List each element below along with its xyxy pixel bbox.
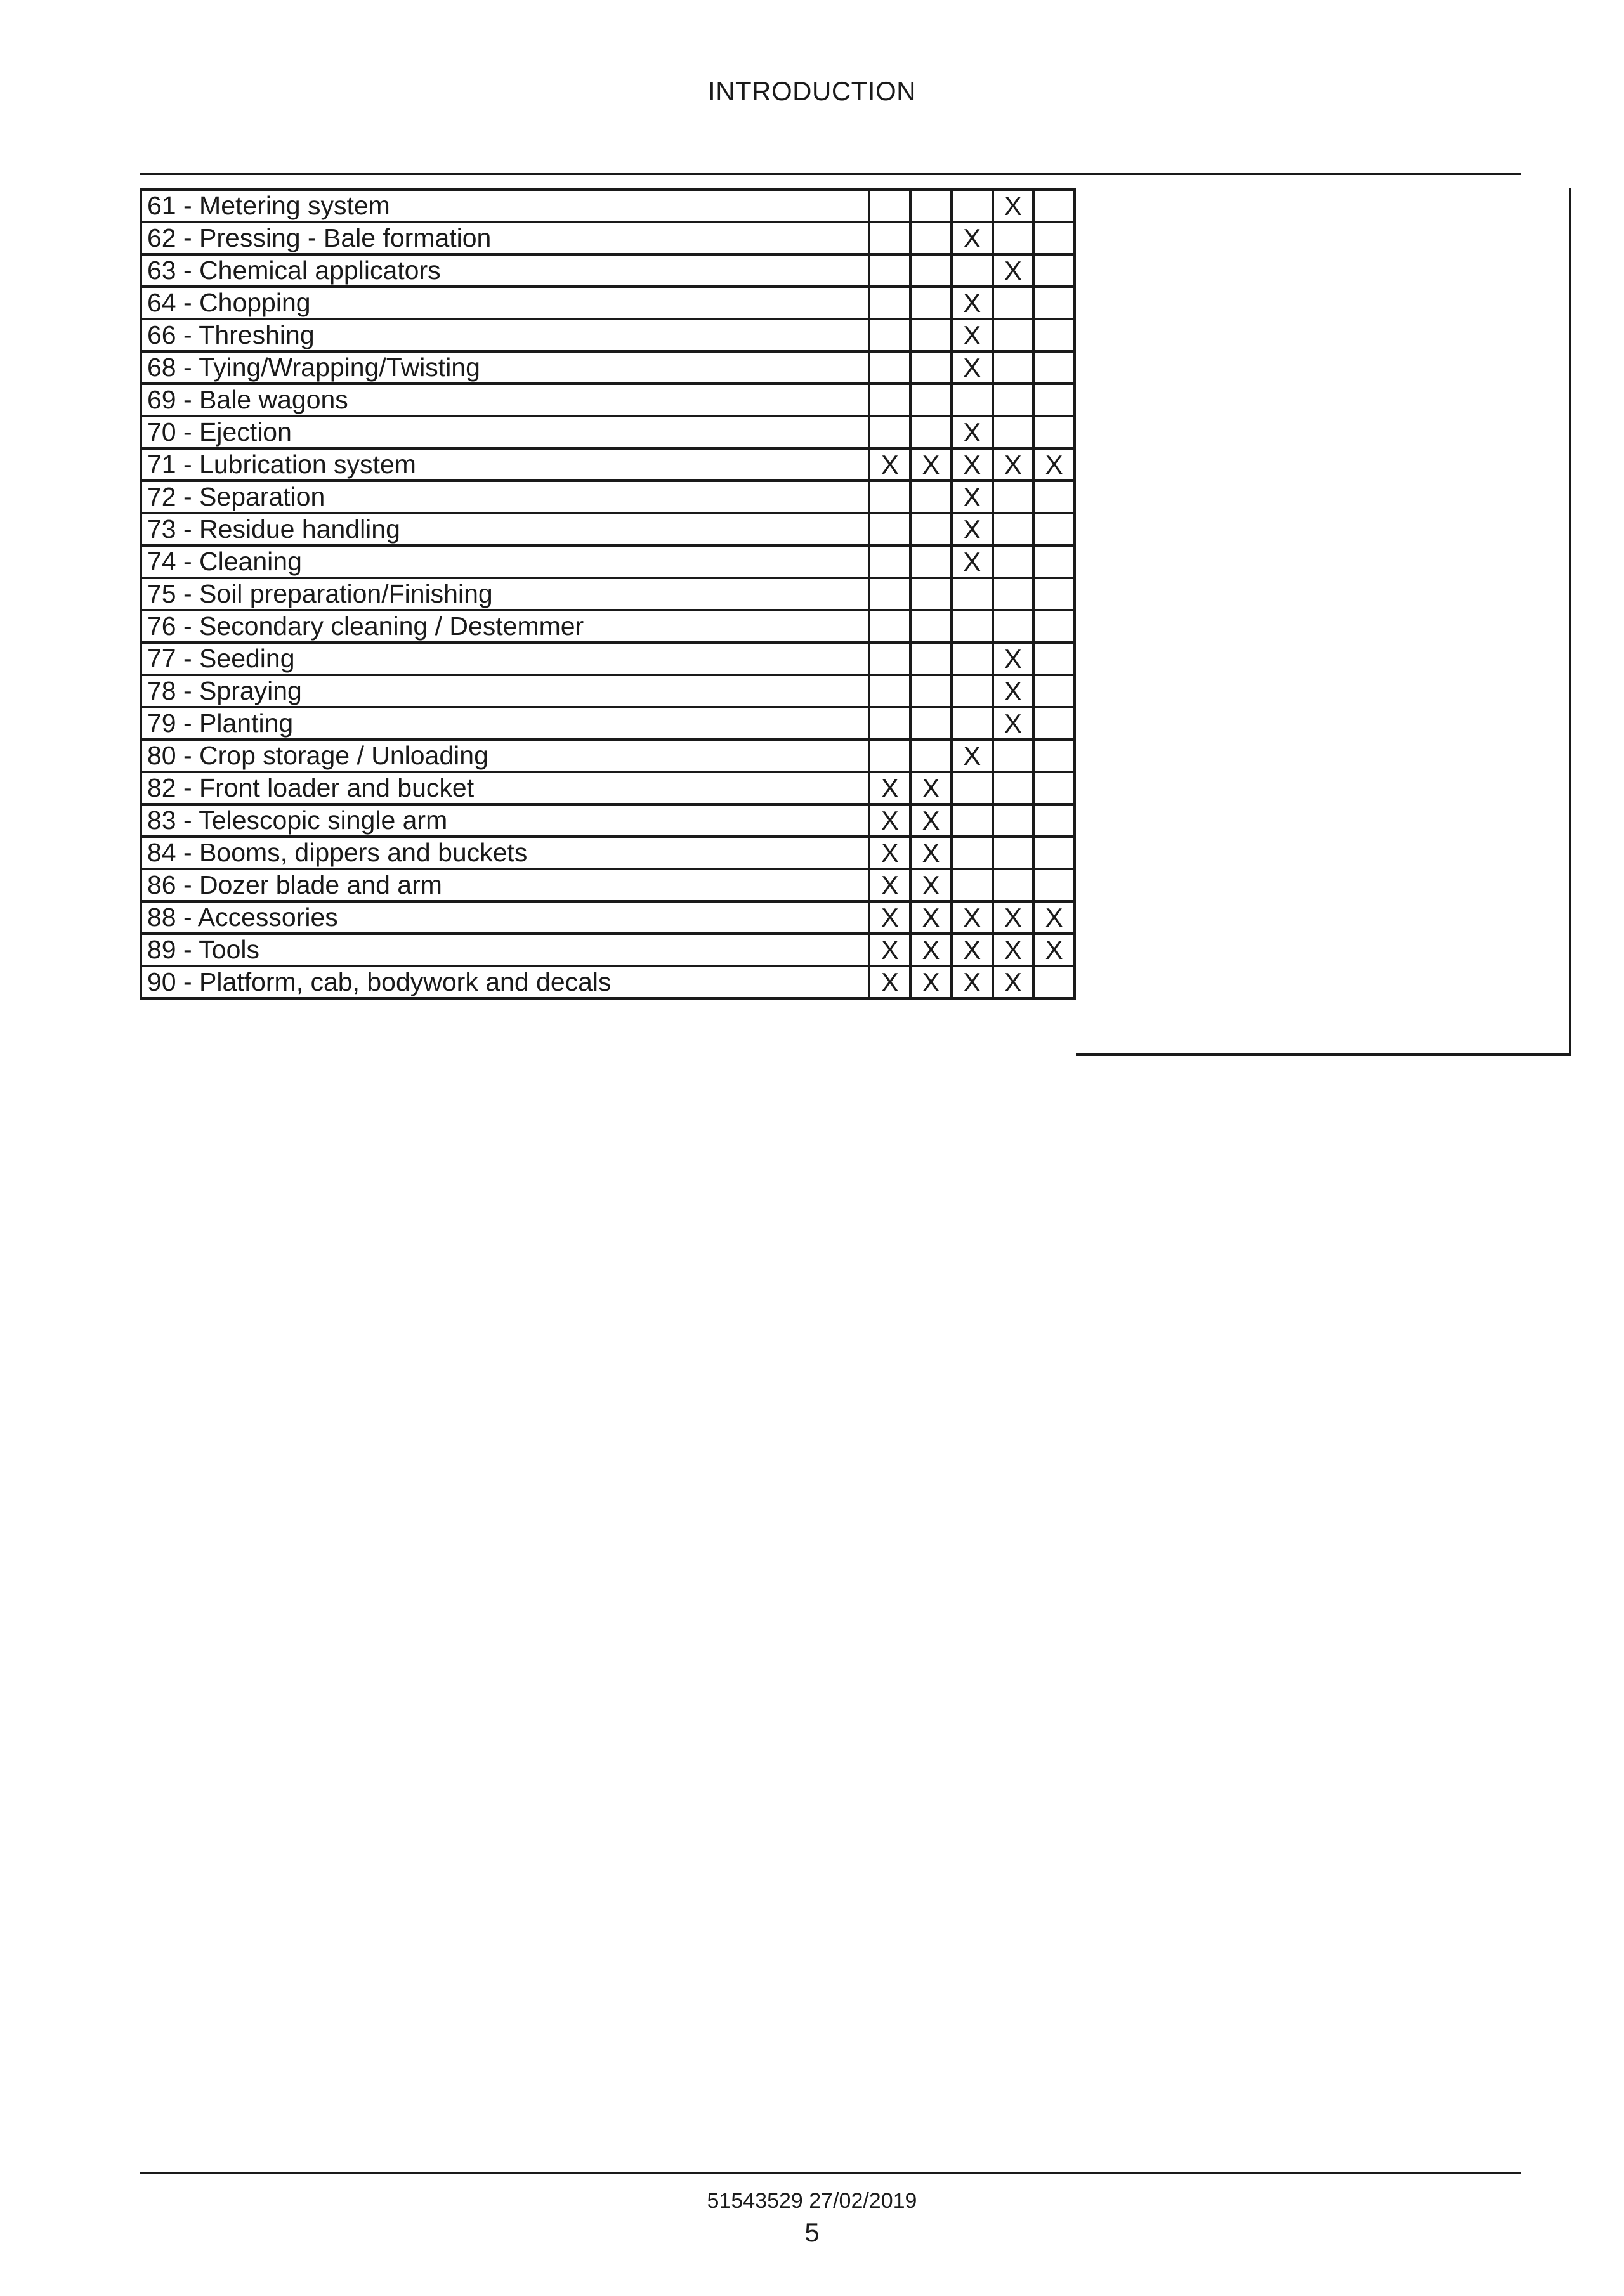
applicability-mark [993, 740, 1034, 772]
applicability-mark [993, 319, 1034, 351]
applicability-mark [869, 675, 910, 707]
applicability-mark [869, 287, 910, 319]
applicability-mark [1033, 837, 1075, 869]
applicability-mark: X [869, 837, 910, 869]
table-row [141, 837, 1075, 869]
system-matrix-table [140, 188, 1076, 1000]
applicability-mark [1033, 351, 1075, 384]
applicability-mark [993, 513, 1034, 545]
applicability-mark [993, 804, 1034, 837]
applicability-mark [952, 384, 993, 416]
applicability-mark [993, 384, 1034, 416]
system-label: 63 - Chemical applicators [141, 254, 869, 287]
applicability-mark [1033, 772, 1075, 804]
applicability-mark: X [952, 934, 993, 966]
system-label: 62 - Pressing - Bale formation [141, 222, 869, 254]
applicability-mark [910, 416, 952, 448]
applicability-mark: X [869, 901, 910, 934]
system-label: 66 - Threshing [141, 319, 869, 351]
applicability-mark [869, 254, 910, 287]
applicability-mark [869, 610, 910, 642]
applicability-mark [869, 190, 910, 222]
applicability-mark [993, 222, 1034, 254]
header-rule [140, 173, 1521, 175]
applicability-mark [1033, 545, 1075, 578]
system-label: 86 - Dozer blade and arm [141, 869, 869, 901]
applicability-mark [952, 190, 993, 222]
applicability-mark: X [952, 545, 993, 578]
applicability-mark [952, 869, 993, 901]
system-label: 79 - Planting [141, 707, 869, 740]
applicability-mark [869, 740, 910, 772]
page-number: 5 [804, 2217, 820, 2247]
applicability-mark [910, 319, 952, 351]
applicability-mark: X [993, 448, 1034, 481]
applicability-mark [1033, 416, 1075, 448]
system-label: 70 - Ejection [141, 416, 869, 448]
system-label: 68 - Tying/Wrapping/Twisting [141, 351, 869, 384]
applicability-mark [1033, 869, 1075, 901]
applicability-mark: X [869, 934, 910, 966]
table-row [141, 869, 1075, 901]
table-row [141, 642, 1075, 675]
applicability-mark: X [952, 351, 993, 384]
table-row [141, 934, 1075, 966]
applicability-mark: X [993, 675, 1034, 707]
applicability-mark: X [952, 901, 993, 934]
applicability-mark: X [1033, 934, 1075, 966]
applicability-mark [1033, 707, 1075, 740]
applicability-mark [1033, 740, 1075, 772]
table-row [141, 966, 1075, 998]
applicability-mark [910, 190, 952, 222]
table-row [141, 578, 1075, 610]
applicability-mark: X [910, 837, 952, 869]
table-row [141, 448, 1075, 481]
applicability-mark [910, 287, 952, 319]
applicability-mark: X [869, 804, 910, 837]
applicability-mark [869, 481, 910, 513]
applicability-mark [869, 384, 910, 416]
system-label: 74 - Cleaning [141, 545, 869, 578]
applicability-mark: X [952, 448, 993, 481]
table-row [141, 384, 1075, 416]
system-label: 77 - Seeding [141, 642, 869, 675]
table-row [141, 545, 1075, 578]
applicability-mark [910, 481, 952, 513]
applicability-mark [993, 837, 1034, 869]
applicability-mark: X [993, 190, 1034, 222]
table-bottom-border [1076, 1053, 1571, 1056]
table-row [141, 804, 1075, 837]
applicability-mark [869, 416, 910, 448]
applicability-mark [993, 287, 1034, 319]
applicability-mark: X [952, 481, 993, 513]
table-row [141, 740, 1075, 772]
table-row [141, 901, 1075, 934]
applicability-mark [869, 513, 910, 545]
table-right-border [1569, 188, 1571, 1056]
applicability-mark [993, 545, 1034, 578]
applicability-mark [869, 642, 910, 675]
applicability-mark [1033, 319, 1075, 351]
applicability-mark [993, 869, 1034, 901]
system-matrix-body [141, 190, 1075, 998]
system-label: 89 - Tools [141, 934, 869, 966]
table-row [141, 707, 1075, 740]
applicability-mark: X [910, 804, 952, 837]
system-label: 80 - Crop storage / Unloading [141, 740, 869, 772]
applicability-mark [1033, 384, 1075, 416]
table-row [141, 610, 1075, 642]
system-label: 64 - Chopping [141, 287, 869, 319]
applicability-mark: X [952, 513, 993, 545]
system-label: 75 - Soil preparation/Finishing [141, 578, 869, 610]
applicability-mark: X [993, 642, 1034, 675]
applicability-mark [993, 772, 1034, 804]
applicability-mark [1033, 642, 1075, 675]
applicability-mark [869, 578, 910, 610]
applicability-mark [869, 319, 910, 351]
applicability-mark [869, 707, 910, 740]
applicability-mark [1033, 610, 1075, 642]
system-matrix-container [140, 188, 1571, 1056]
applicability-mark [910, 675, 952, 707]
applicability-mark [910, 513, 952, 545]
applicability-mark [910, 610, 952, 642]
applicability-mark [952, 772, 993, 804]
applicability-mark [952, 254, 993, 287]
system-label: 72 - Separation [141, 481, 869, 513]
applicability-mark: X [869, 966, 910, 998]
system-label: 71 - Lubrication system [141, 448, 869, 481]
table-row [141, 222, 1075, 254]
applicability-mark [993, 610, 1034, 642]
applicability-mark [952, 804, 993, 837]
applicability-mark [952, 675, 993, 707]
applicability-mark [1033, 222, 1075, 254]
system-label: 69 - Bale wagons [141, 384, 869, 416]
applicability-mark: X [869, 869, 910, 901]
applicability-mark [1033, 578, 1075, 610]
table-row [141, 190, 1075, 222]
applicability-mark: X [910, 448, 952, 481]
applicability-mark: X [993, 254, 1034, 287]
system-label: 76 - Secondary cleaning / Destemmer [141, 610, 869, 642]
applicability-mark [869, 351, 910, 384]
applicability-mark [952, 837, 993, 869]
applicability-mark [1033, 966, 1075, 998]
applicability-mark: X [869, 448, 910, 481]
applicability-mark [910, 254, 952, 287]
applicability-mark: X [993, 707, 1034, 740]
table-row [141, 513, 1075, 545]
applicability-mark: X [952, 740, 993, 772]
page-header-title: INTRODUCTION [708, 76, 916, 106]
footer-rule [140, 2172, 1521, 2174]
applicability-mark: X [1033, 901, 1075, 934]
applicability-mark [993, 578, 1034, 610]
applicability-mark: X [952, 222, 993, 254]
system-label: 78 - Spraying [141, 675, 869, 707]
applicability-mark: X [910, 934, 952, 966]
table-row [141, 481, 1075, 513]
applicability-mark [993, 481, 1034, 513]
applicability-mark: X [1033, 448, 1075, 481]
applicability-mark [952, 610, 993, 642]
system-label: 90 - Platform, cab, bodywork and decals [141, 966, 869, 998]
applicability-mark [869, 222, 910, 254]
system-label: 88 - Accessories [141, 901, 869, 934]
system-label: 61 - Metering system [141, 190, 869, 222]
applicability-mark [869, 545, 910, 578]
applicability-mark [1033, 190, 1075, 222]
applicability-mark: X [952, 966, 993, 998]
applicability-mark: X [869, 772, 910, 804]
applicability-mark [910, 222, 952, 254]
applicability-mark [910, 642, 952, 675]
system-label: 82 - Front loader and bucket [141, 772, 869, 804]
table-row [141, 287, 1075, 319]
applicability-mark: X [993, 934, 1034, 966]
applicability-mark: X [910, 966, 952, 998]
applicability-mark [910, 351, 952, 384]
system-label: 84 - Booms, dippers and buckets [141, 837, 869, 869]
table-row [141, 772, 1075, 804]
applicability-mark [993, 351, 1034, 384]
applicability-mark [910, 545, 952, 578]
applicability-mark [1033, 287, 1075, 319]
applicability-mark [1033, 804, 1075, 837]
system-label: 83 - Telescopic single arm [141, 804, 869, 837]
applicability-mark [910, 740, 952, 772]
document-reference: 51543529 27/02/2019 [707, 2189, 917, 2213]
applicability-mark: X [952, 287, 993, 319]
applicability-mark: X [910, 869, 952, 901]
applicability-mark: X [952, 319, 993, 351]
applicability-mark [952, 578, 993, 610]
table-row [141, 416, 1075, 448]
table-row [141, 351, 1075, 384]
applicability-mark [1033, 254, 1075, 287]
applicability-mark [910, 707, 952, 740]
table-row [141, 254, 1075, 287]
applicability-mark: X [910, 901, 952, 934]
applicability-mark [910, 578, 952, 610]
applicability-mark [1033, 481, 1075, 513]
applicability-mark [952, 642, 993, 675]
table-row [141, 675, 1075, 707]
applicability-mark [952, 707, 993, 740]
applicability-mark [1033, 675, 1075, 707]
applicability-mark [1033, 513, 1075, 545]
applicability-mark [993, 416, 1034, 448]
applicability-mark: X [910, 772, 952, 804]
applicability-mark [910, 384, 952, 416]
table-row [141, 319, 1075, 351]
system-label: 73 - Residue handling [141, 513, 869, 545]
applicability-mark: X [993, 966, 1034, 998]
applicability-mark: X [952, 416, 993, 448]
applicability-mark: X [993, 901, 1034, 934]
